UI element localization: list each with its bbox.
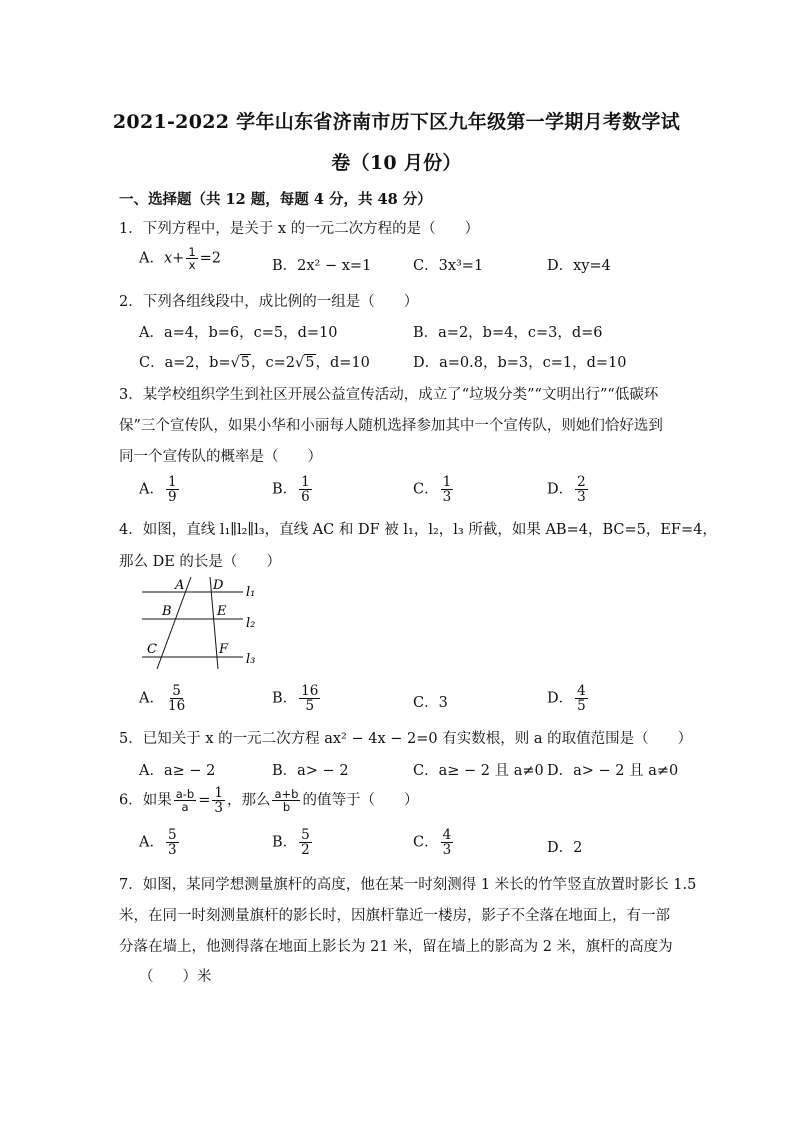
- q6-stem: 6．如果 $\frac{a-b}{a}$ = $\frac{1}{3}$ ，那么 $\frac{a+b}{b}$ 的值等于（ ）: [119, 785, 419, 817]
- sqrt-5: √5: [295, 355, 315, 371]
- q1-a-pre: x+: [163, 250, 185, 267]
- q4-option-b[interactable]: B． $\frac{16}{5}$: [272, 683, 319, 715]
- q2-option-b[interactable]: B．a=2，b=4，c=3，d=6: [413, 325, 603, 341]
- q1-option-c[interactable]: C．3x³=1: [413, 258, 484, 274]
- label-f: F: [219, 642, 229, 657]
- q1-a-label: A．: [139, 250, 164, 267]
- q3-line2: 保”三个宣传队，如果小华和小丽每人随机选择参加其中一个宣传队，则她们恰好选到: [119, 418, 663, 434]
- q6-c-fraction: $\frac{4}{3}$: [442, 827, 452, 859]
- q6-option-b[interactable]: B． $\frac{5}{2}$: [272, 827, 310, 859]
- q1-a-fraction: $\frac{1}{x}$: [188, 245, 196, 273]
- label-d: D: [213, 578, 224, 593]
- q7-line2: 米，在同一时刻测量旗杆的影长时，因旗杆靠近一楼房，影子不全落在地面上，有一部: [119, 908, 670, 924]
- q4-a-fraction: $\frac{5}{16}$: [167, 683, 186, 715]
- q5-option-c[interactable]: C．a≥ − 2 且 a≠0: [413, 763, 544, 779]
- q2-stem: 2．下列各组线段中，成比例的一组是（ ）: [119, 294, 419, 310]
- q5-option-d[interactable]: D．a> − 2 且 a≠0: [547, 763, 679, 779]
- q6-option-a[interactable]: A． $\frac{5}{3}$: [139, 827, 177, 859]
- q2-option-d[interactable]: D．a=0.8，b=3，c=1，d=10: [413, 355, 627, 371]
- q4-option-d[interactable]: D． $\frac{4}{5}$: [547, 683, 586, 715]
- q6-b-fraction: $\frac{5}{2}$: [301, 827, 310, 859]
- q6-fraction-one-third: $\frac{1}{3}$: [214, 785, 223, 817]
- section-heading: 一、选择题（共 12 题，每题 4 分，共 48 分）: [119, 191, 432, 208]
- q4-d-fraction: $\frac{4}{5}$: [577, 683, 586, 715]
- exam-title-line1: 2021-2022 学年山东省济南市历下区九年级第一学期月考数学试: [112, 111, 681, 133]
- q5-option-a[interactable]: A．a≥ − 2: [139, 763, 216, 779]
- q6-option-c[interactable]: C． $\frac{4}{3}$: [413, 827, 452, 859]
- q4-line2: 那么 DE 的长是（ ）: [119, 554, 281, 570]
- q3-option-b[interactable]: B． $\frac{1}{6}$: [272, 474, 310, 506]
- q1-option-b[interactable]: B．2x² − x=1: [272, 258, 372, 274]
- exam-title-line2: 卷（10 月份）: [331, 152, 462, 174]
- q3-option-c[interactable]: C． $\frac{1}{3}$: [413, 474, 452, 506]
- q3-option-a[interactable]: A． $\frac{1}{9}$: [139, 474, 177, 506]
- q3-c-fraction: $\frac{1}{3}$: [442, 474, 452, 506]
- q4-parallel-lines-figure: [130, 574, 280, 674]
- q1-option-d[interactable]: D．xy=4: [547, 258, 611, 274]
- q6-option-d[interactable]: D．2: [547, 840, 583, 856]
- q3-d-fraction: $\frac{2}{3}$: [577, 474, 586, 506]
- q6-fraction-a-plus-b-over-b: $\frac{a+b}{b}$: [274, 787, 299, 815]
- q1-a-post: =2: [199, 250, 222, 267]
- q4-b-fraction: $\frac{16}{5}$: [301, 683, 319, 715]
- label-b: B: [162, 604, 172, 619]
- label-l2: l₂: [246, 616, 256, 631]
- q3-b-fraction: $\frac{1}{6}$: [301, 474, 310, 506]
- q4-option-c[interactable]: C．3: [413, 695, 448, 711]
- q6-a-fraction: $\frac{5}{3}$: [167, 827, 177, 859]
- q3-option-d[interactable]: D． $\frac{2}{3}$: [547, 474, 586, 506]
- q3-line1: 3．某学校组织学生到社区开展公益宣传活动，成立了“垃圾分类”“文明出行”“低碳环: [119, 387, 659, 403]
- label-l1: l₁: [246, 585, 256, 600]
- q7-line3: 分落在墙上，他测得落在地面上影长为 21 米，留在墙上的影高为 2 米，旗杆的高度为: [119, 939, 673, 955]
- q3-line3: 同一个宣传队的概率是（ ）: [119, 449, 322, 465]
- label-a: A: [175, 578, 185, 593]
- q1-option-a[interactable]: [139, 246, 221, 271]
- line-ac: [157, 577, 191, 669]
- label-l3: l₃: [246, 652, 256, 667]
- q5-stem: 5．已知关于 x 的一元二次方程 ax² − 4x − 2=0 有实数根，则 a 的取值范围是（ ）: [119, 731, 693, 747]
- q4-option-a[interactable]: A． $\frac{5}{16}$: [139, 683, 186, 715]
- q3-a-fraction: $\frac{1}{9}$: [167, 474, 177, 506]
- q6-fraction-a-minus-b-over-a: $\frac{a-b}{a}$: [175, 787, 195, 815]
- q5-option-b[interactable]: B．a> − 2: [272, 763, 349, 779]
- q7-line4: （ ）米: [139, 969, 212, 985]
- q4-line1: 4．如图，直线 l₁∥l₂∥l₃，直线 AC 和 DF 被 l₁，l₂，l₃ 所截，如果 AB=4，BC=5，EF=4，: [119, 522, 717, 538]
- q7-line1: 7．如图，某同学想测量旗杆的高度，他在某一时刻测得 1 米长的竹竿竖直放置时影长 1.5: [119, 877, 697, 893]
- label-e: E: [217, 604, 227, 619]
- sqrt-5: √5: [230, 355, 251, 371]
- label-c: C: [147, 642, 157, 657]
- q2-option-a[interactable]: A．a=4，b=6，c=5，d=10: [139, 325, 338, 341]
- q1-stem: 1．下列方程中，是关于 x 的一元二次方程的是（ ）: [119, 221, 480, 237]
- q2-option-c[interactable]: C．a=2，b=√5，c=2√5，d=10: [139, 355, 370, 371]
